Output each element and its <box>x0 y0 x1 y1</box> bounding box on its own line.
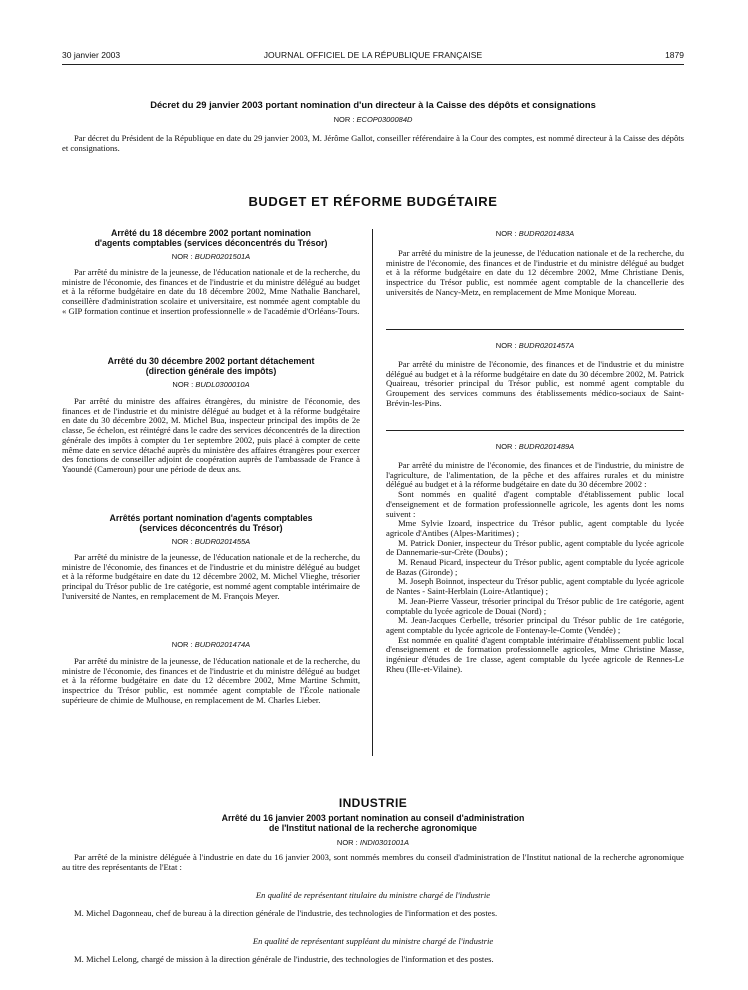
arrete-2-text: Par arrêté du ministre des affaires étrangères, du ministre de l'économie, des finances et de l'industrie et du ministre délégué au budget et à la réforme budgétaire en date du 30 décembre 2002, M. Michel Bua, inspecteur principal des impôts de 2e classe, 5e échelon, est réintégré dans le cadre des services déconcentrés de la direction générale des impôts à compter du 1er septembre 2002, puis placé à compter de cette même date en service détaché auprès du ministère des affaires étrangères pour exercer des fonctions de conseiller adjoint de coopération auprès de l'ambassade de France à Yaoundé (Cameroun) pour une période de deux ans. <box>62 396 360 474</box>
arrete-3-text-2: Par arrêté du ministre de la jeunesse, de l'éducation nationale et de la recherche, du ministre de l'économie, des finances et de l'industrie et du ministre délégué au budget et à la réforme budgétaire en date du 12 décembre 2002, Mme Martine Schmitt, inspectrice du Trésor public, est nommée agent comptable de l'École nationale supérieure de chimie de Mulhouse, en remplacement de M. Charles Lieber. <box>62 656 360 705</box>
column-divider <box>372 229 373 756</box>
industrie-member-1: M. Michel Dagonneau, chef de bureau à la direction générale de l'industrie, des technologies de l'information et des postes. <box>74 908 498 918</box>
industrie-subheading-2: En qualité de représentant suppléant du ministre chargé de l'industrie <box>252 936 494 946</box>
arrete-1-text: Par arrêté du ministre de la jeunesse, de l'éducation nationale et de la recherche, du ministre de l'économie, des finances et de l'industrie et du ministre délégué au budget et à la réforme budgétaire en date du 18 décembre 2002, Mme Nathalie Bancharel, conseillère d'administration scolaire et universitaire, est nommée agent comptable du « GIP formation continue et insertion professionnelle » de l'académie d'Orléans-Tours. <box>62 267 360 316</box>
industrie-text: Par arrêté de la ministre déléguée à l'industrie en date du 16 janvier 2003, sont nommés membres du conseil d'administration de l'Institut national de la recherche agronomique au titre des représentants de l'Etat : <box>62 852 684 872</box>
list-item: M. Jean-Jacques Cerbelle, trésorier principal du Trésor public de 1re catégorie, agent comptable du lycée agricole de Fontenay-le-Comte (Vendée) ; <box>386 615 684 635</box>
right-3-lead: Sont nommés en qualité d'agent comptable d'établissement public local d'enseignement et de formation professionnelle agricole, les agents dont les noms suivent : <box>386 489 684 519</box>
list-item: M. Patrick Donier, inspecteur du Trésor public, agent comptable du lycée agricole de Dannemarie-sur-Crète (Doubs) ; <box>386 537 684 558</box>
journal-title: JOURNAL OFFICIEL DE LA RÉPUBLIQUE FRANÇAISE <box>263 50 483 60</box>
arrete-1-nor: NOR : BUDR0201501A <box>171 252 251 261</box>
arrete-3-title: Arrêtés portant nomination d'agents comptables (services déconcentrés du Trésor) <box>109 513 313 533</box>
section-title-industrie: INDUSTRIE <box>338 796 408 810</box>
industrie-subheading-1: En qualité de représentant titulaire du ministre chargé de l'industrie <box>255 890 491 900</box>
right-1-text: Par arrêté du ministre de la jeunesse, de l'éducation nationale et de la recherche, du ministre de l'économie, des finances et de l'industrie et du ministre délégué au budget et à la réforme budgétaire en date du 12 décembre 2002, Mme Christiane Denis, inspectrice du Trésor public, est nommée agent comptable de la chancellerie des universités de Nancy-Metz, en remplacement de Mme Monique Moreau. <box>386 248 684 297</box>
right-3-intro: Par arrêté du ministre de l'économie, des finances et de l'industrie, du ministre de l'agriculture, de l'alimentation, de la pêche et des affaires rurales et du ministre délégué au budget et à la réforme budgétaire en date du 30 décembre 2002 : <box>386 460 684 490</box>
list-item: M. Renaud Picard, inspecteur du Trésor public, agent comptable du lycée agricole de Bazas (Gironde) ; <box>386 557 684 577</box>
right-2-nor: NOR : BUDR0201457A <box>495 341 575 350</box>
right-1-nor: NOR : BUDR0201483A <box>495 229 575 238</box>
arrete-3-nor-1: NOR : BUDR0201455A <box>171 537 251 546</box>
decret-nor-code: ECOP0300084D <box>356 115 413 124</box>
right-3-text <box>386 461 684 674</box>
arrete-2-title: Arrêté du 30 décembre 2002 portant détachement (direction générale des impôts) <box>107 356 315 376</box>
section-title-budget: BUDGET ET RÉFORME BUDGÉTAIRE <box>248 194 498 209</box>
list-item: M. Jean-Pierre Vasseur, trésorier principal du Trésor public de 1re catégorie, agent comptable du lycée agricole de Douai (Nord) ; <box>386 595 684 616</box>
decret-text: Par décret du Président de la République en date du 29 janvier 2003, M. Jérôme Gallot, conseiller référendaire à la Cour des comptes, est nommé directeur à la Caisse des dépôts et consignations. <box>62 133 684 153</box>
industrie-member-2: M. Michel Lelong, chargé de mission à la direction générale de l'industrie, des technologies de l'information et des postes. <box>74 954 494 964</box>
right-separator-1 <box>386 329 684 330</box>
decret-title: Décret du 29 janvier 2003 portant nomination d'un directeur à la Caisse des dépôts et consignations <box>150 99 596 110</box>
header-date: 30 janvier 2003 <box>62 50 121 60</box>
arrete-2-nor: NOR : BUDL0300010A <box>172 380 250 389</box>
industrie-title: Arrêté du 16 janvier 2003 portant nomination au conseil d'administration de l'Institut national de la recherche agronomique <box>221 813 525 833</box>
right-3-closing: Est nommée en qualité d'agent comptable intérimaire d'établissement public local d'enseignement et de formation professionnelle agricoles, Mme Christine Masse, ingénieur d'études de 1re classe, agent comptable du lycée agricole de Rennes-Le Rheu (Ille-et-Vilaine). <box>386 634 684 674</box>
right-separator-2 <box>386 430 684 431</box>
industrie-nor: NOR : INDI0301001A <box>336 838 410 847</box>
right-2-text: Par arrêté du ministre de l'économie, des finances et de l'industrie et du ministre délégué au budget et à la réforme budgétaire en date du 30 décembre 2002, M. Patrick Quaireau, trésorier principal du Trésor public, est nommé agent comptable du Groupement des services communs des établissements médico-sociaux de Saint-Brévin-les-Pins. <box>386 359 684 408</box>
page-number: 1879 <box>665 50 684 60</box>
list-item: M. Joseph Boinnot, inspecteur du Trésor public, agent comptable du lycée agricole de Nantes - Saint-Herblain (Loire-Atlantique) ; <box>386 576 684 597</box>
arrete-3-nor-2: NOR : BUDR0201474A <box>171 640 251 649</box>
right-3-nor: NOR : BUDR0201489A <box>495 442 575 451</box>
decret-nor: NOR : ECOP0300084D <box>333 115 413 124</box>
list-item: Mme Sylvie Izoard, inspectrice du Trésor public, agent comptable du lycée agricole d'Antibes (Alpes-Maritimes) ; <box>386 518 684 538</box>
page-header <box>62 50 684 65</box>
arrete-3-text-1: Par arrêté du ministre de la jeunesse, de l'éducation nationale et de la recherche, du ministre de l'économie, des finances et de l'industrie et du ministre délégué au budget et à la réforme budgétaire en date du 12 décembre 2002, M. Michel Vlieghe, trésorier principal du Trésor public de 1re catégorie, est nommé agent comptable intérimaire de l'université de Nantes, en remplacement de M. François Meyer. <box>62 552 360 601</box>
arrete-1-title: Arrêté du 18 décembre 2002 portant nomination d'agents comptables (services déconcentrés du Trésor) <box>94 228 328 248</box>
